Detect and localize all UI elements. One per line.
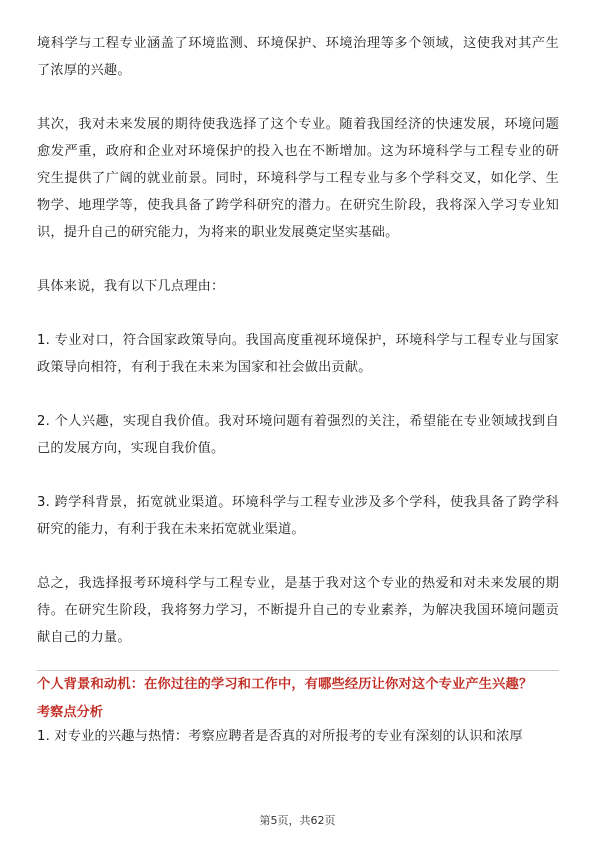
document-body: [37, 30, 559, 747]
paragraph-reason-1: 1. 专业对口，符合国家政策导向。我国高度重视环境保护，环境科学与工程专业与国家政策导向相符，有利于我在未来为国家和社会做出贡献。: [37, 333, 559, 375]
page-number-footer: 第5页，共62页: [259, 814, 336, 827]
paragraph-reason-3: 3. 跨学科背景，拓宽就业渠道。环境科学与工程专业涉及多个学科，使我具备了跨学科研究的能力，有利于我在未来拓宽就业渠道。: [37, 495, 559, 537]
paragraph-reasons-intro: 具体来说，我有以下几点理由：: [37, 279, 225, 294]
paragraph-conclusion: 总之，我选择报考环境科学与工程专业，是基于我对这个专业的热爱和对未来发展的期待。在研究生阶段，我将努力学习，不断提升自己的专业素养，为解决我国环境问题贡献自己的力量。: [37, 576, 559, 645]
interview-question: 个人背景和动机：在你过往的学习和工作中，有哪些经历让你对这个专业产生兴趣？: [37, 670, 559, 695]
paragraph-reason-2: 2. 个人兴趣，实现自我价值。我对环境问题有着强烈的关注，希望能在专业领域找到自己的发展方向，实现自我价值。: [37, 414, 559, 456]
paragraph-intro-continuation: 境科学与工程专业涵盖了环境监测、环境保护、环境治理等多个领域，这使我对其产生了浓厚的兴趣。: [37, 36, 559, 78]
analysis-point-1: 1. 对专业的兴趣与热情：考察应聘者是否真的对所报考的专业有深刻的认识和浓厚: [37, 729, 523, 744]
analysis-section-title: 考察点分析: [37, 705, 103, 720]
paragraph-future-expectation: 其次，我对未来发展的期待使我选择了这个专业。随着我国经济的快速发展，环境问题愈发严重，政府和企业对环境保护的投入也在不断增加。这为环境科学与工程专业的研究生提供了广阔的就业前景。同时，环境科学与工程专业与多个学科交叉，如化学、生物学、地理学等，使我具备了跨学科研究的潜力。在研究生阶段，我将深入学习专业知识，提升自己的研究能力，为将来的职业发展奠定坚实基础。: [37, 117, 559, 240]
